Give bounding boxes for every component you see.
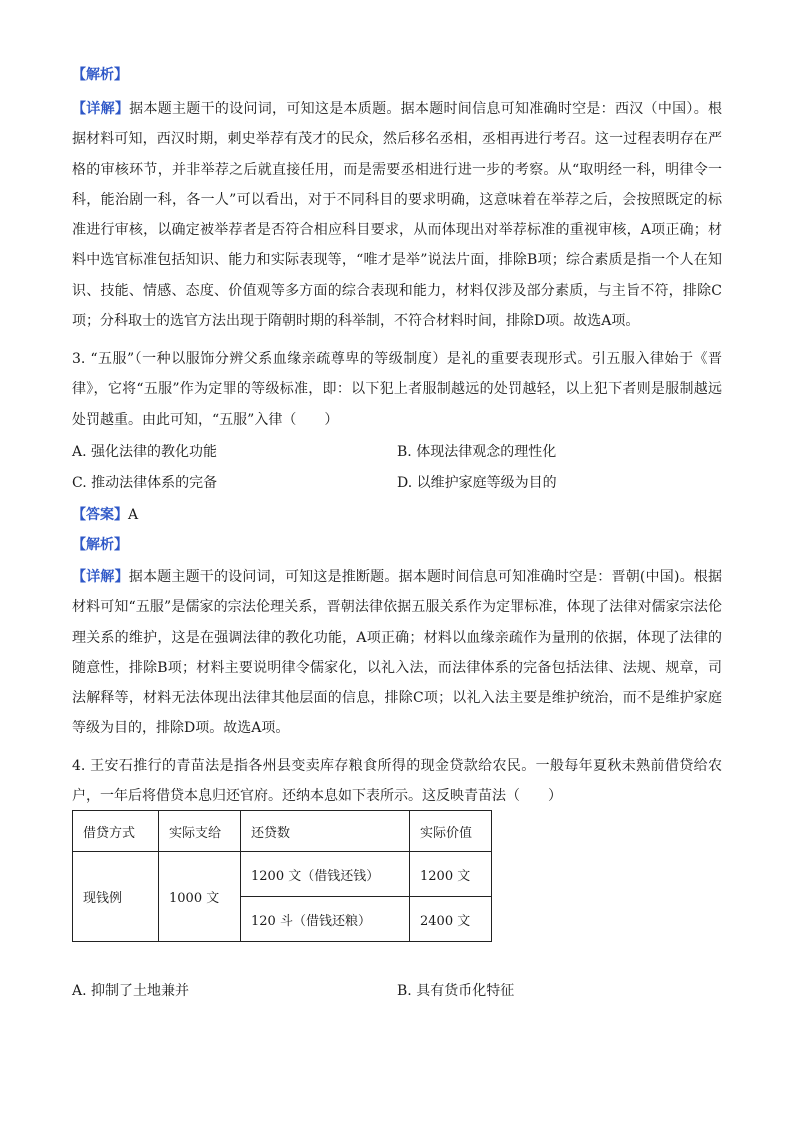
q3-detail-paragraph xyxy=(72,562,722,744)
table-cell-repay: 1200 文（借钱还钱） xyxy=(241,852,410,897)
table-header-cell: 借贷方式 xyxy=(73,811,159,852)
q4-option-a: A. 抑制了土地兼并 xyxy=(72,983,190,999)
q3-analysis-label: 【解析】 xyxy=(72,537,128,553)
q3-answer-value: A xyxy=(128,507,139,523)
q3-option-a: A. 强化法律的教化功能 xyxy=(72,444,218,460)
table-cell-given: 1000 文 xyxy=(159,852,241,942)
table-header-cell: 实际支给 xyxy=(159,811,241,852)
q4-stem: 4. 王安石推行的青苗法是指各州县变卖库存粮食所得的现金贷款给农民。一般每年夏秋未熟前借贷给农户，一年后将借贷本息归还官府。还纳本息如下表所示。这反映青苗法（ ） xyxy=(72,758,722,805)
table-cell-method: 现钱例 xyxy=(73,852,159,942)
table-header-row xyxy=(73,811,492,852)
q3-option-c: C. 推动法律体系的完备 xyxy=(72,475,218,491)
q3-answer-line xyxy=(72,504,138,526)
q3-option-b: B. 体现法律观念的理性化 xyxy=(397,444,557,460)
detail-tag: 【详解】 xyxy=(72,101,130,117)
q2-detail-paragraph xyxy=(72,94,722,336)
table-cell-repay: 120 斗（借钱还粮） xyxy=(241,897,410,942)
table-row xyxy=(73,852,492,897)
q3-stem: 3. “五服”（一种以服饰分辨父系血缘亲疏尊卑的等级制度）是礼的重要表现形式。引五服入律始于《晋律》，它将“五服”作为定罪的等级标准，即：以下犯上者服制越远的处罚越轻，以上犯下者则是服制越远处罚越重。由此可知，“五服”入律（ ） xyxy=(72,351,722,428)
table-cell-value: 1200 文 xyxy=(410,852,492,897)
q4-option-b: B. 具有货币化特征 xyxy=(397,983,515,999)
q3-option-d: D. 以维护家庭等级为目的 xyxy=(397,475,557,491)
table-cell-value: 2400 文 xyxy=(410,897,492,942)
table-header-cell: 还贷数 xyxy=(241,811,410,852)
loan-table xyxy=(72,810,492,942)
analysis-label: 【解析】 xyxy=(72,67,128,83)
answer-tag: 【答案】 xyxy=(72,507,128,523)
q2-detail-text: 据本题主题干的设问词，可知这是本质题。据本题时间信息可知准确时空是：西汉（中国）。根据材料可知，西汉时期，刺史举荐有茂才的民众，然后移名丞相，丞相再进行考召。这一过程表明存在严格的审核环节，并非举荐之后就直接任用，而是需要丞相进行进一步的考察。从“取明经一科，明律令一科，能治剧一科，各一人”可以看出，对于不同科目的要求明确，这意味着在举荐之后，会按照既定的标准进行审核，以确定被举荐者是否符合相应科目要求，从而体现出对举荐标准的重视审核，A项正确；材料中选官标准包括知识、能力和实际表现等，“唯才是举”说法片面，排除B项；综合素质是指一个人在知识、技能、情感、态度、价值观等多方面的综合表现和能力，材料仅涉及部分素质，与主旨不符，排除C项；分科取士的选官方法出现于隋朝时期的科举制，不符合材料时间，排除D项。故选A项。 xyxy=(72,101,722,330)
table-header-cell: 实际价值 xyxy=(410,811,492,852)
detail-tag: 【详解】 xyxy=(72,569,129,585)
q3-detail-text: 据本题主题干的设问词，可知这是推断题。据本题时间信息可知准确时空是：晋朝(中国)。根据材料可知“五服”是儒家的宗法伦理关系，晋朝法律依据五服关系作为定罪标准，体现了法律对儒家宗法伦理关系的维护，这是在强调法律的教化功能，A项正确；材料以血缘亲疏作为量刑的依据，体现了法律的随意性，排除B项；材料主要说明律令儒家化，以礼入法，而法律体系的完备包括法律、法规、规章，司法解释等，材料无法体现出法律其他层面的信息，排除C项；以礼入法主要是维护统治，而不是维护家庭等级为目的，排除D项。故选A项。 xyxy=(72,569,723,737)
